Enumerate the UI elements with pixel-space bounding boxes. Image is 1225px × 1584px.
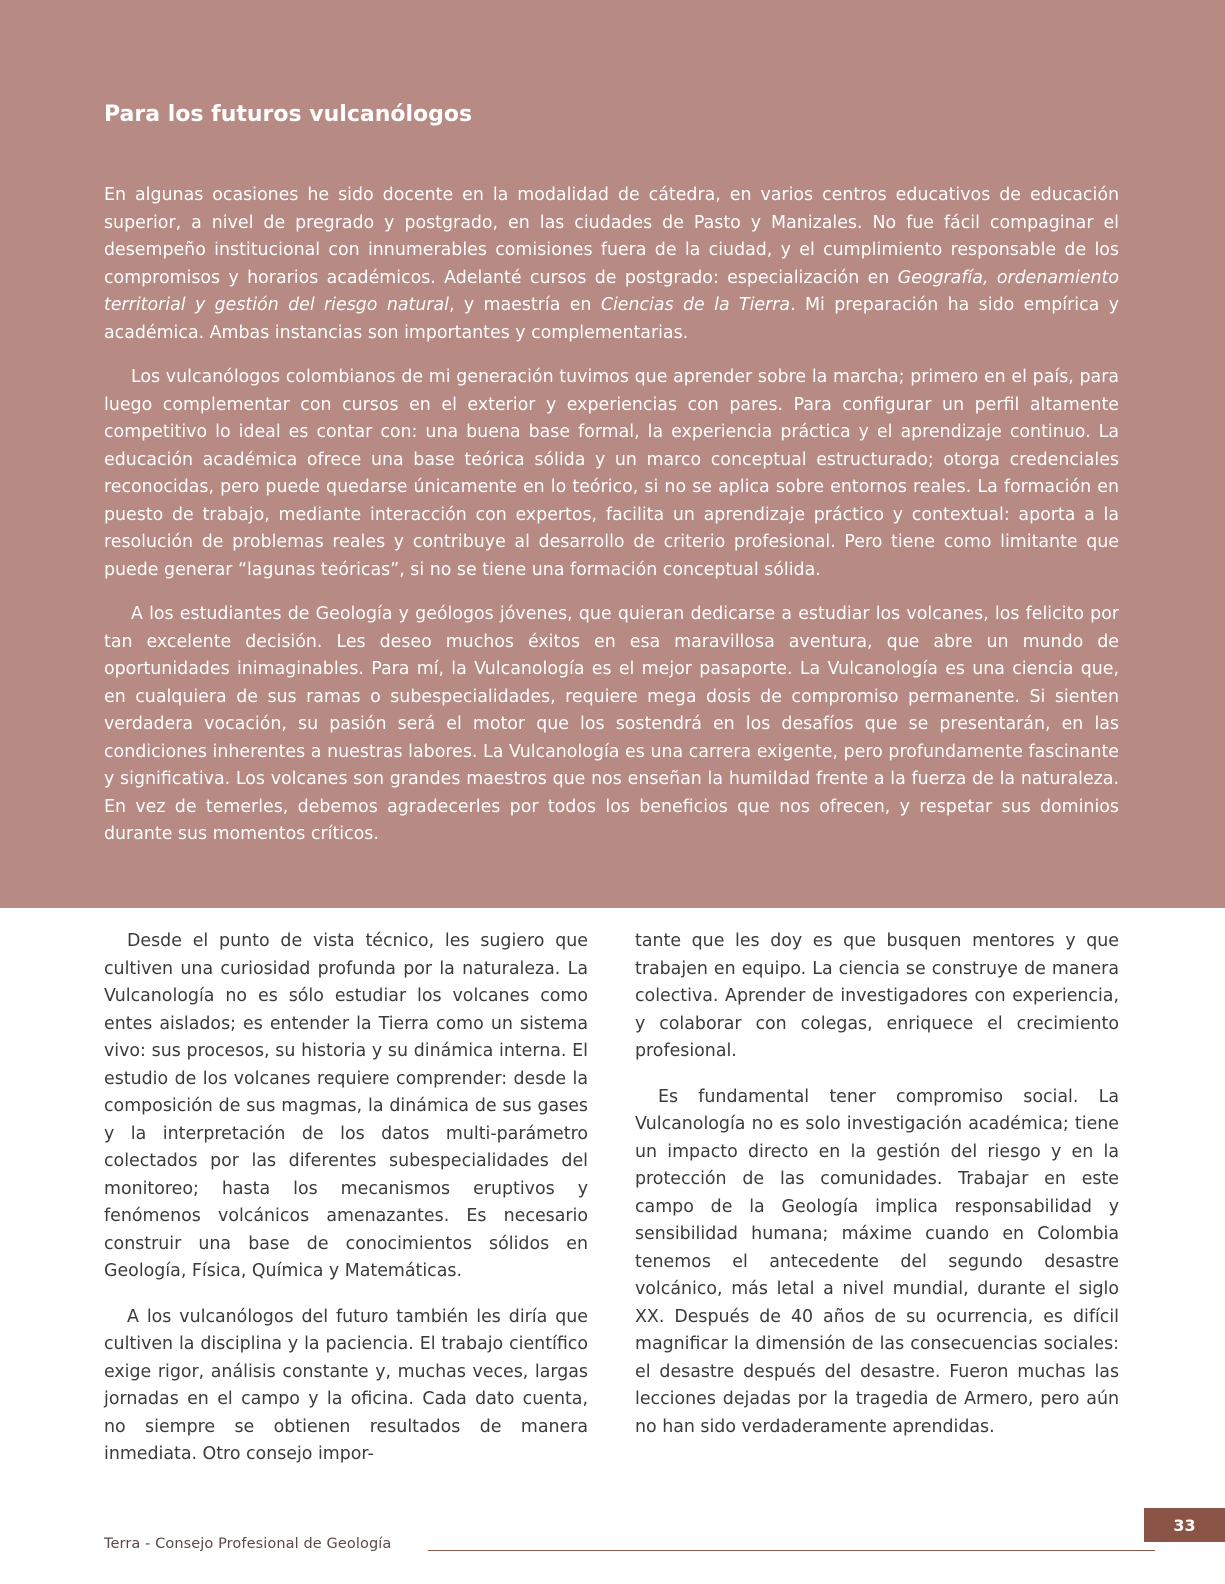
band-content [104, 100, 1119, 866]
left-column [104, 928, 588, 1487]
band-paragraph-2: Los vulcanólogos colombianos de mi generación tuvimos que aprender sobre la marcha; primero en el país, para luego complementar con cursos en el exterior y experiencias con pares. Para configurar un perfil altamente competitivo lo ideal es contar con: una buena base formal, la experiencia práctica y el aprendizaje continuo. La educación académica ofrece una base teórica sólida y un marco conceptual estructurado; otorga credenciales reconocidas, pero puede quedarse únicamente en lo teórico, si no se aplica sobre entornos reales. La formación en puesto de trabajo, mediante interacción con expertos, facilita un aprendizaje práctico y contextual: aporta a la resolución de problemas reales y contribuye al desarrollo de criterio profesional. Pero tiene como limitante que puede generar “lagunas teóricas”, si no se tiene una formación conceptual sólida. [104, 367, 1119, 580]
right-paragraph-2: Es fundamental tener compromiso social. La Vulcanología no es solo investigación académica; tiene un impacto directo en la gestión del riesgo y en la protección de las comunidades. Trabajar en este campo de la Geología implica responsabilidad y sensibilidad humana; máxime cuando en Colombia tenemos el antecedente del segundo desastre volcánico, más letal a nivel mundial, durante el siglo XX. Después de 40 años de su ocurrencia, es difícil magnificar la dimensión de las consecuencias sociales: el desastre después del desastre. Fueron muchas las lecciones dejadas por la tragedia de Armero, pero aún no han sido verdaderamente aprendidas. [635, 1086, 1119, 1437]
two-column-body [104, 928, 1119, 1487]
right-paragraph-1: tante que les doy es que busquen mentores y que trabajen en equipo. La ciencia se construye de manera colectiva. Aprender de investigadores con experiencia, y colaborar con colegas, enriquece el crecimiento profesional. [635, 931, 1119, 1061]
left-paragraph-1: Desde el punto de vista técnico, les sugiero que cultiven una curiosidad profunda por la naturaleza. La Vulcanología no es sólo estudiar los volcanes como entes aislados; es entender la Tierra como un sistema vivo: sus procesos, su historia y su dinámica interna. El estudio de los volcanes requiere comprender: desde la composición de sus magmas, la dinámica de sus gases y la interpretación de los datos multi-parámetro colectados por las diferentes subespecialidades del monitoreo; hasta los mecanismos eruptivos y fenómenos volcánicos amenazantes. Es necesario construir una base de conocimientos sólidos en Geología, Física, Química y Matemáticas. [104, 931, 588, 1281]
section-title: Para los futuros vulcanólogos [104, 102, 473, 127]
band-p1-text-b: , y maestría en [448, 295, 601, 315]
footer-divider [428, 1550, 1155, 1551]
page-number: 33 [1144, 1508, 1225, 1542]
band-p1-italic-2: Ciencias de la Tierra [600, 295, 791, 315]
right-column [635, 928, 1119, 1487]
band-paragraph-3: A los estudiantes de Geología y geólogos jóvenes, que quieran dedicarse a estudiar los volcanes, los felicito por tan excelente decisión. Les deseo muchos éxitos en esa maravillosa aventura, que abre un mundo de oportunidades inimaginables. Para mí, la Vulcanología es el mejor pasaporte. La Vulcanología es una ciencia que, en cualquiera de sus ramas o subespecialidades, requiere mega dosis de compromiso permanente. Si sienten verdadera vocación, su pasión será el motor que los sostendrá en los desafíos que se presentarán, en las condiciones inherentes a nuestras labores. La Vulcanología es una carrera exigente, pero profundamente fascinante y significativa. Los volcanes son grandes maestros que nos enseñan la humildad frente a la fuerza de la naturaleza. En vez de temerles, debemos agradecerles por todos los beneficios que nos ofrecen, y respetar sus dominios durante sus momentos críticos. [104, 604, 1119, 844]
footer-publication: Terra - Consejo Profesional de Geología [104, 1536, 392, 1552]
band-p1-text-c: . Mi preparación ha sido empírica y académica. Ambas instancias son importantes y complementarias. [104, 295, 1119, 343]
left-paragraph-2: A los vulcanólogos del futuro también les diría que cultiven la disciplina y la paciencia. El trabajo científico exige rigor, análisis constante y, muchas veces, largas jornadas en el campo y la oficina. Cada dato cuenta, no siempre se obtienen resultados de manera inmediata. Otro consejo impor- [104, 1306, 588, 1464]
band-p1-italic-1: Geografía, ordenamiento territorial y gestión del riesgo natural [104, 267, 1119, 315]
band-paragraph-1 [104, 182, 1119, 347]
band-p1-text-a: En algunas ocasiones he sido docente en la modalidad de cátedra, en varios centros educativos de educación superior, a nivel de pregrado y postgrado, en las ciudades de Pasto y Manizales. No fue fácil compaginar el desempeño institucional con innumerables comisiones fuera de la ciudad, y el cumplimiento responsable de los compromisos y horarios académicos. Adelanté cursos de postgrado: especialización en [104, 185, 1119, 288]
